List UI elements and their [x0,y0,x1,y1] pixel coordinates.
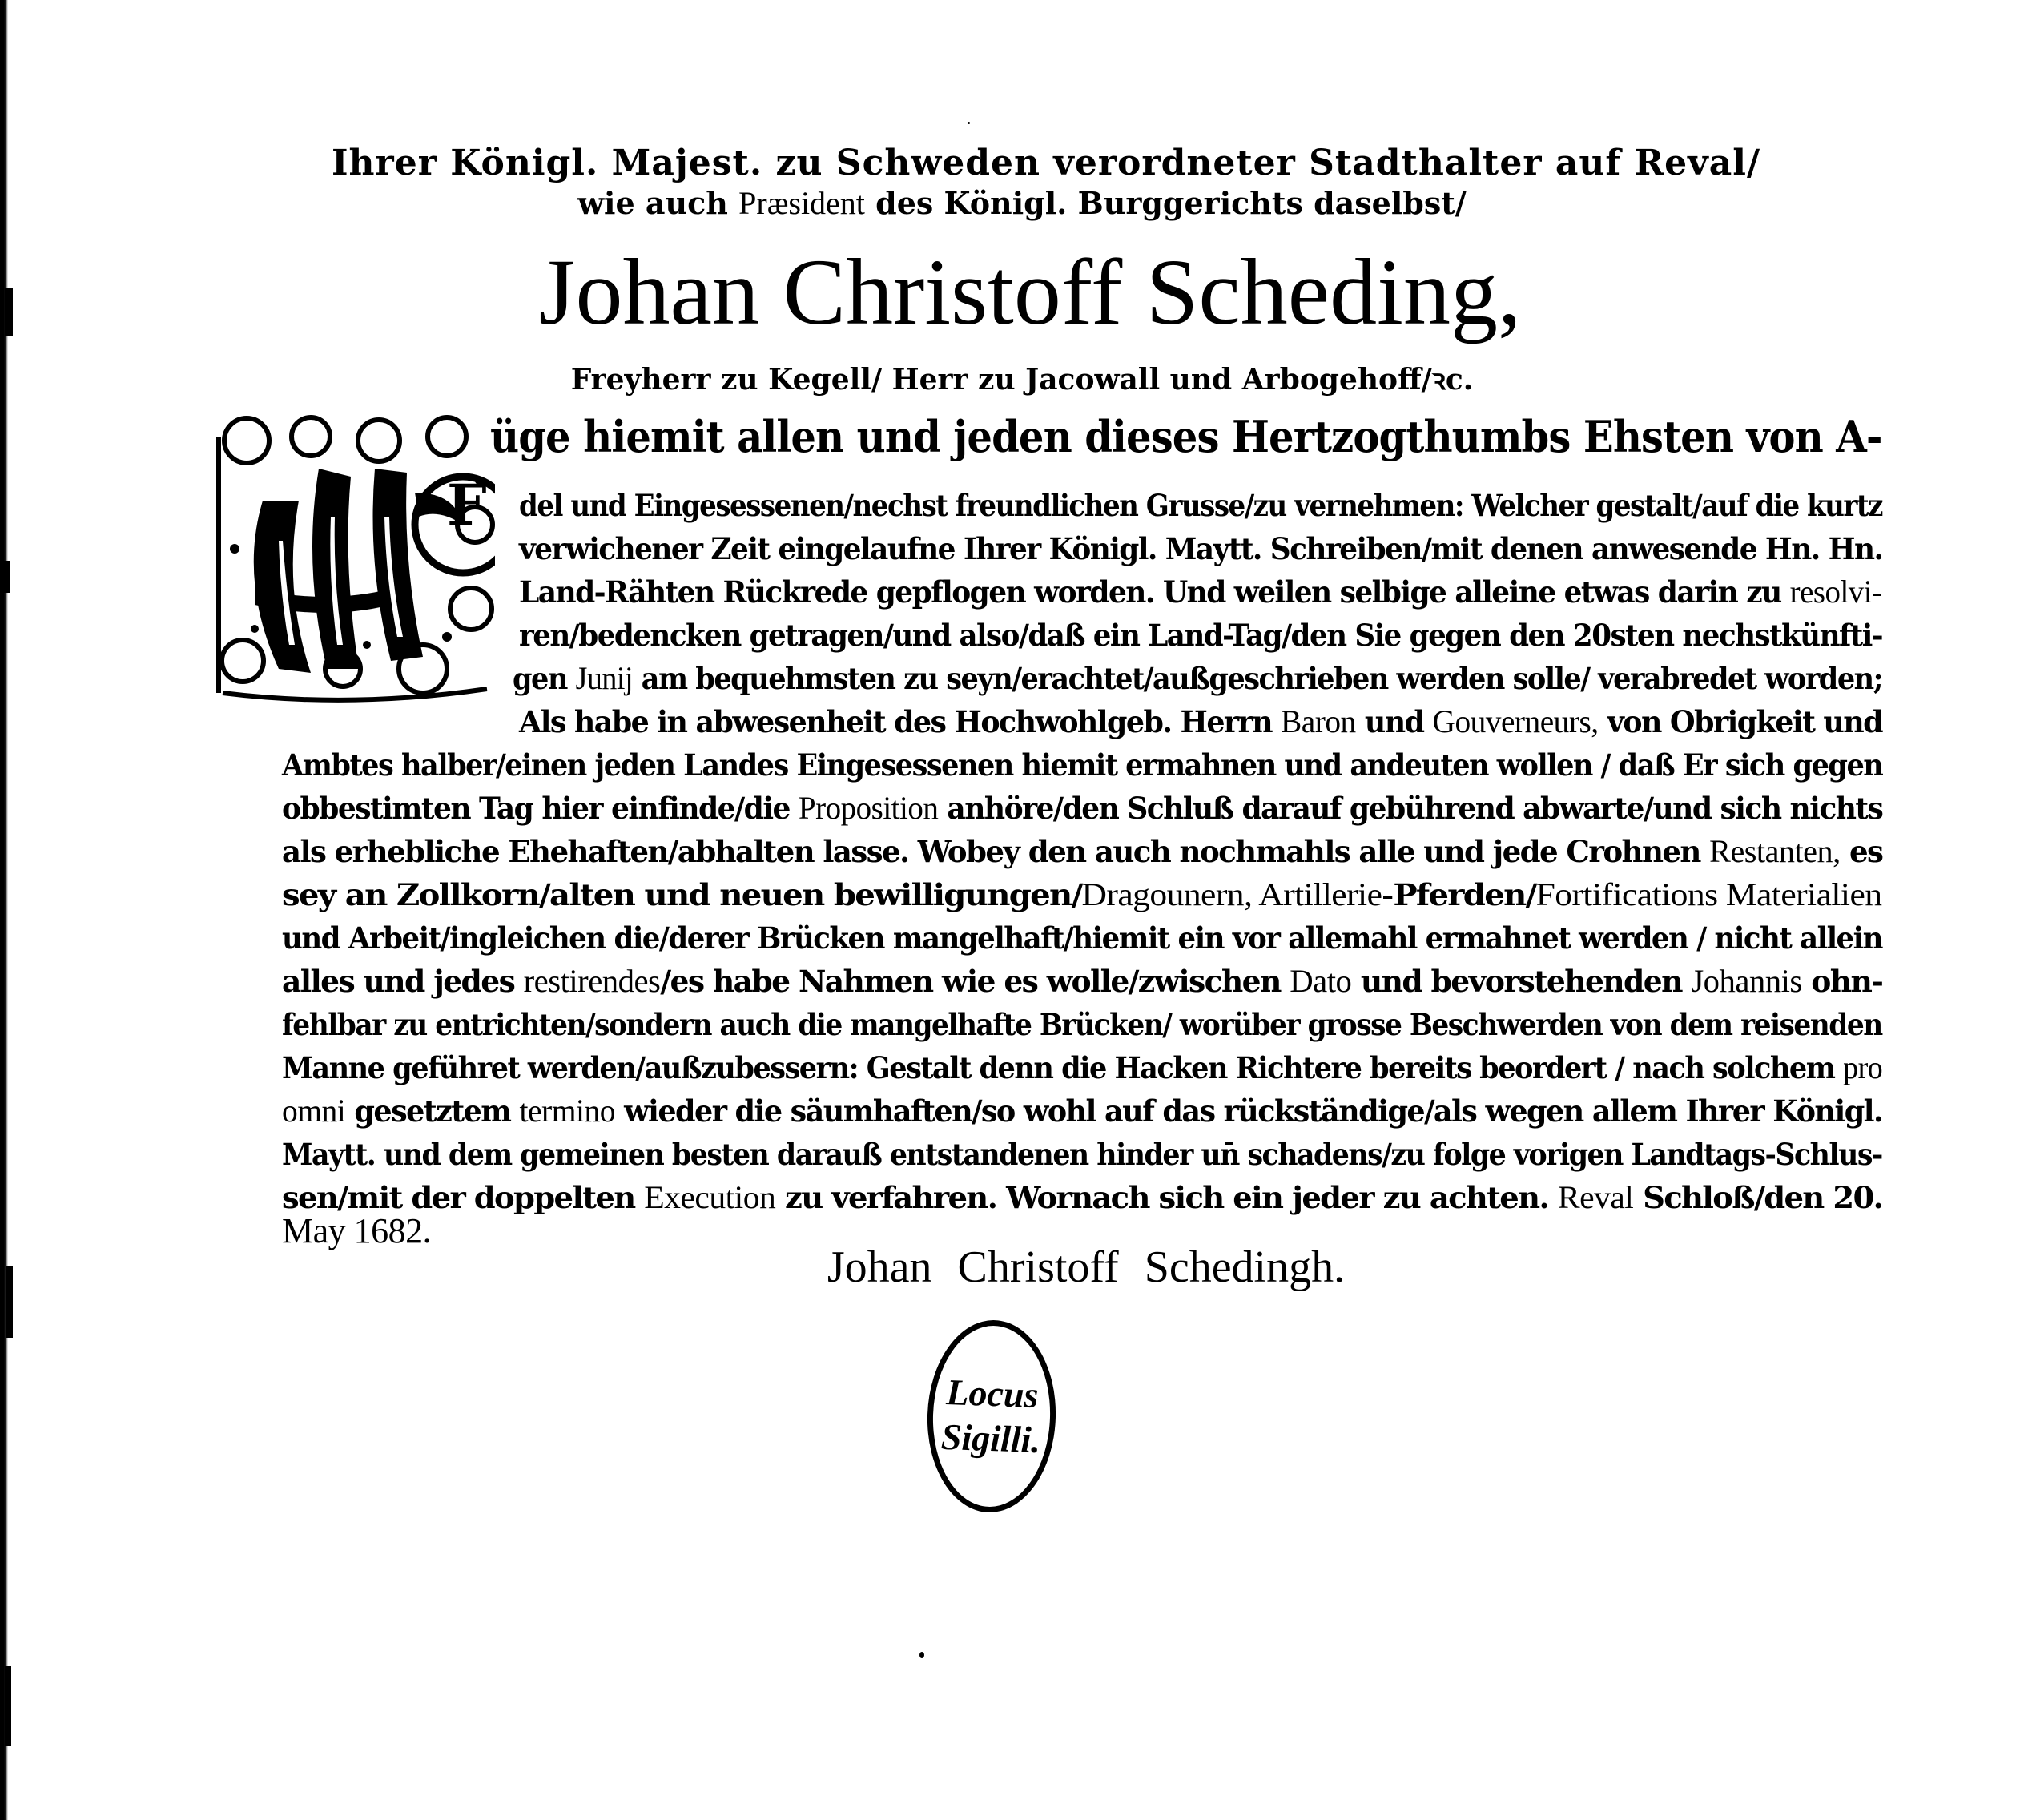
body-line-4: Land-Rähten Rückrede gepflogen worden. Und weilen selbige alleine etwas darin zu resolvi- [519,574,1882,610]
body-line-7: Als habe in abwesenheit des Hochwohlgeb. Herrn Baron und Gouverneurs, von Obrigkeit und [519,703,1883,739]
body-line-8: Ambtes halber/einen jeden Landes Eingesessenen hiemit ermahnen und andeuten wollen / daß Er sich gegen [282,747,1883,783]
body-line-9: obbestimten Tag hier einfinde/die Proposition anhöre/den Schluß darauf gebührend abwarte/und sich nichts [282,790,1883,826]
body-line-13: alles und jedes restirendes/es habe Nahmen wie es wolle/zwischen Dato und bevorstehenden Johannis ohn- [282,963,1883,999]
scan-edge-mark [5,1666,11,1746]
body-line-19-date: May 1682. [282,1211,432,1250]
heading-president-latin: Præsident [738,185,865,221]
heading-president-line [0,184,2044,222]
heading-office-line: Ihrer Königl. Majest. zu Schweden verordneter Stadthalter auf Reval/ [331,143,1761,183]
issuer-name-title: Johan Christoff Scheding, [538,240,1522,344]
body-line-1: üge hiemit allen und jeden dieses Hertzogthumbs Ehsten von A- [490,411,1882,462]
body-line-11: sey an Zollkorn/alten und neuen bewilligungen/Dragounern, Artillerie-Pferden/Fortifications Materialien [282,876,1882,912]
body-line-16: omni gesetztem termino wieder die säumhaften/so wohl auf das rückständige/als wegen allem Ihrer Königl. [282,1093,1883,1129]
locus-sigilli-seal [924,1318,1059,1514]
body-line-18: sen/mit der doppelten Execution zu verfahren. Wornach sich ein jeder zu achten. Reval Schloß/den 20. [282,1179,1883,1215]
body-line-15: Manne geführet werden/außzubessern: Gestalt denn die Hacken Richtere bereits beordert / nach solchem pro [282,1049,1883,1085]
seal-text-sigilli: Sigilli. [940,1415,1041,1461]
body-line-10: als erhebliche Ehehaften/abhalten lasse. Wobey den auch nochmahls alle und jede Crohnen Restanten, es [282,833,1883,869]
svg-text:F: F [447,472,487,538]
decorated-initial-letter-icon [207,405,495,705]
body-line-17: Maytt. und dem gemeinen besten darauß entstandenen hinder un̄ schadens/zu folge vorigen Landtags-Schlus- [282,1137,1882,1172]
scan-speck [919,1652,924,1658]
body-line-2: del und Eingesessenen/nechst freundlichen Grusse/zu vernehmen: Welcher gestalt/auf die kurtz [519,488,1882,523]
heading-president-prefix: wie auch [577,185,739,221]
scan-speck [968,122,970,124]
scan-edge-mark [3,561,10,593]
body-line-14: fehlbar zu entrichten/sondern auch die mangelhafte Brücken/ worüber grosse Beschwerden von dem reisenden [282,1007,1882,1042]
signature: Johan Christoff Schedingh. [827,1242,1346,1292]
body-line-6: gen Junij am bequehmsten zu seyn/erachtet/außgeschrieben werden solle/ verabredet worden; [513,660,1883,696]
issuer-titles-line: Freyherr zu Kegell/ Herr zu Jacowall und Arbogehoff/ꝛc. [570,363,1474,397]
seal-text-locus: Locus [945,1371,1040,1416]
body-line-5: ren/bedencken getragen/und also/daß ein Land-Tag/den Sie gegen den 20sten nechstkünfti- [519,618,1882,653]
body-line-3: verwichener Zeit eingelaufne Ihrer Königl. Maytt. Schreiben/mit denen anwesende Hn. Hn. [519,531,1883,566]
body-line-12: und Arbeit/ingleichen die/derer Brücken mangelhaft/hiemit ein vor allemahl ermahnet werden / nicht allein [282,920,1882,956]
heading-president-suffix: des Königl. Burggerichts daselbst/ [864,185,1467,221]
